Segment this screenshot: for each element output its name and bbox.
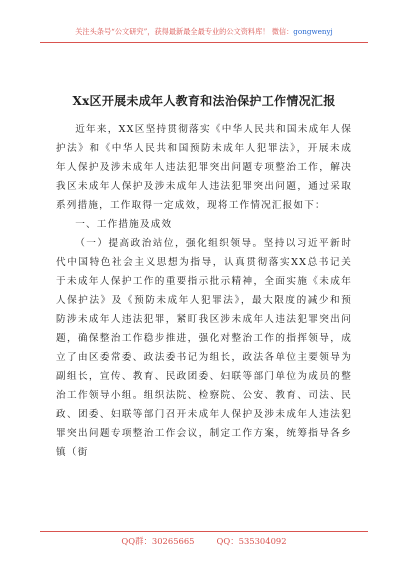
qq-group: QQ群：30265665 xyxy=(121,536,195,546)
document-title: Xx区开展未成年人教育和法治保护工作情况汇报 xyxy=(72,94,336,108)
paragraph-intro: 近年来，XX区坚持贯彻落实《中华人民共和国未成年人保护法》和《中华人民共和国预防未成年人犯罪法》，开展未成年人保护及涉未成年人违法犯罪突出问题专项整治工作，解决我区未成年人保护及涉未成年人违法犯罪突出问题，通过采取系列措施，工作取得一定成效，现将工作情况汇报如下： xyxy=(56,124,352,211)
footer-divider xyxy=(40,531,368,532)
header-divider xyxy=(40,42,368,43)
section-heading: 一、工作措施及成效 xyxy=(75,219,173,230)
promo-header xyxy=(40,24,368,40)
qq-contact: QQ：535304092 xyxy=(216,536,287,546)
wechat-id[interactable]: gongwenyj xyxy=(293,27,333,36)
contact-footer xyxy=(40,534,368,548)
promo-text: 关注头条号“公文研究”，获得最新最全最专业的公文资料库！ 微信： xyxy=(75,27,294,36)
paragraph-organization: （一）提高政治站位，强化组织领导。坚持以习近平新时代中国特色社会主义思想为指导，认真贯彻落实XX总书记关于未成年人保护工作的重要指示批示精神，全面实施《未成年人保护法》及《预防未成年人犯罪法》，最大限度的减少和预防涉未成年人违法犯罪，紧盯我区涉未成年人违法犯罪突出问题，确保整治工作稳步推进，强化对整治工作的指挥领导，成立了由区委常委、政法委书记为组长，政法各单位主要领导为副组长，宣传、教育、民政团委、妇联等部门单位为成员的整治工作领导小组。组织法院、检察院、公安、教育、司法、民政、团委、妇联等部门召开未成年人保护及涉未成年人违法犯罪突出问题专项整治工作会议，制定工作方案，统筹指导各乡镇（街 xyxy=(56,238,352,458)
document-body xyxy=(56,120,352,462)
